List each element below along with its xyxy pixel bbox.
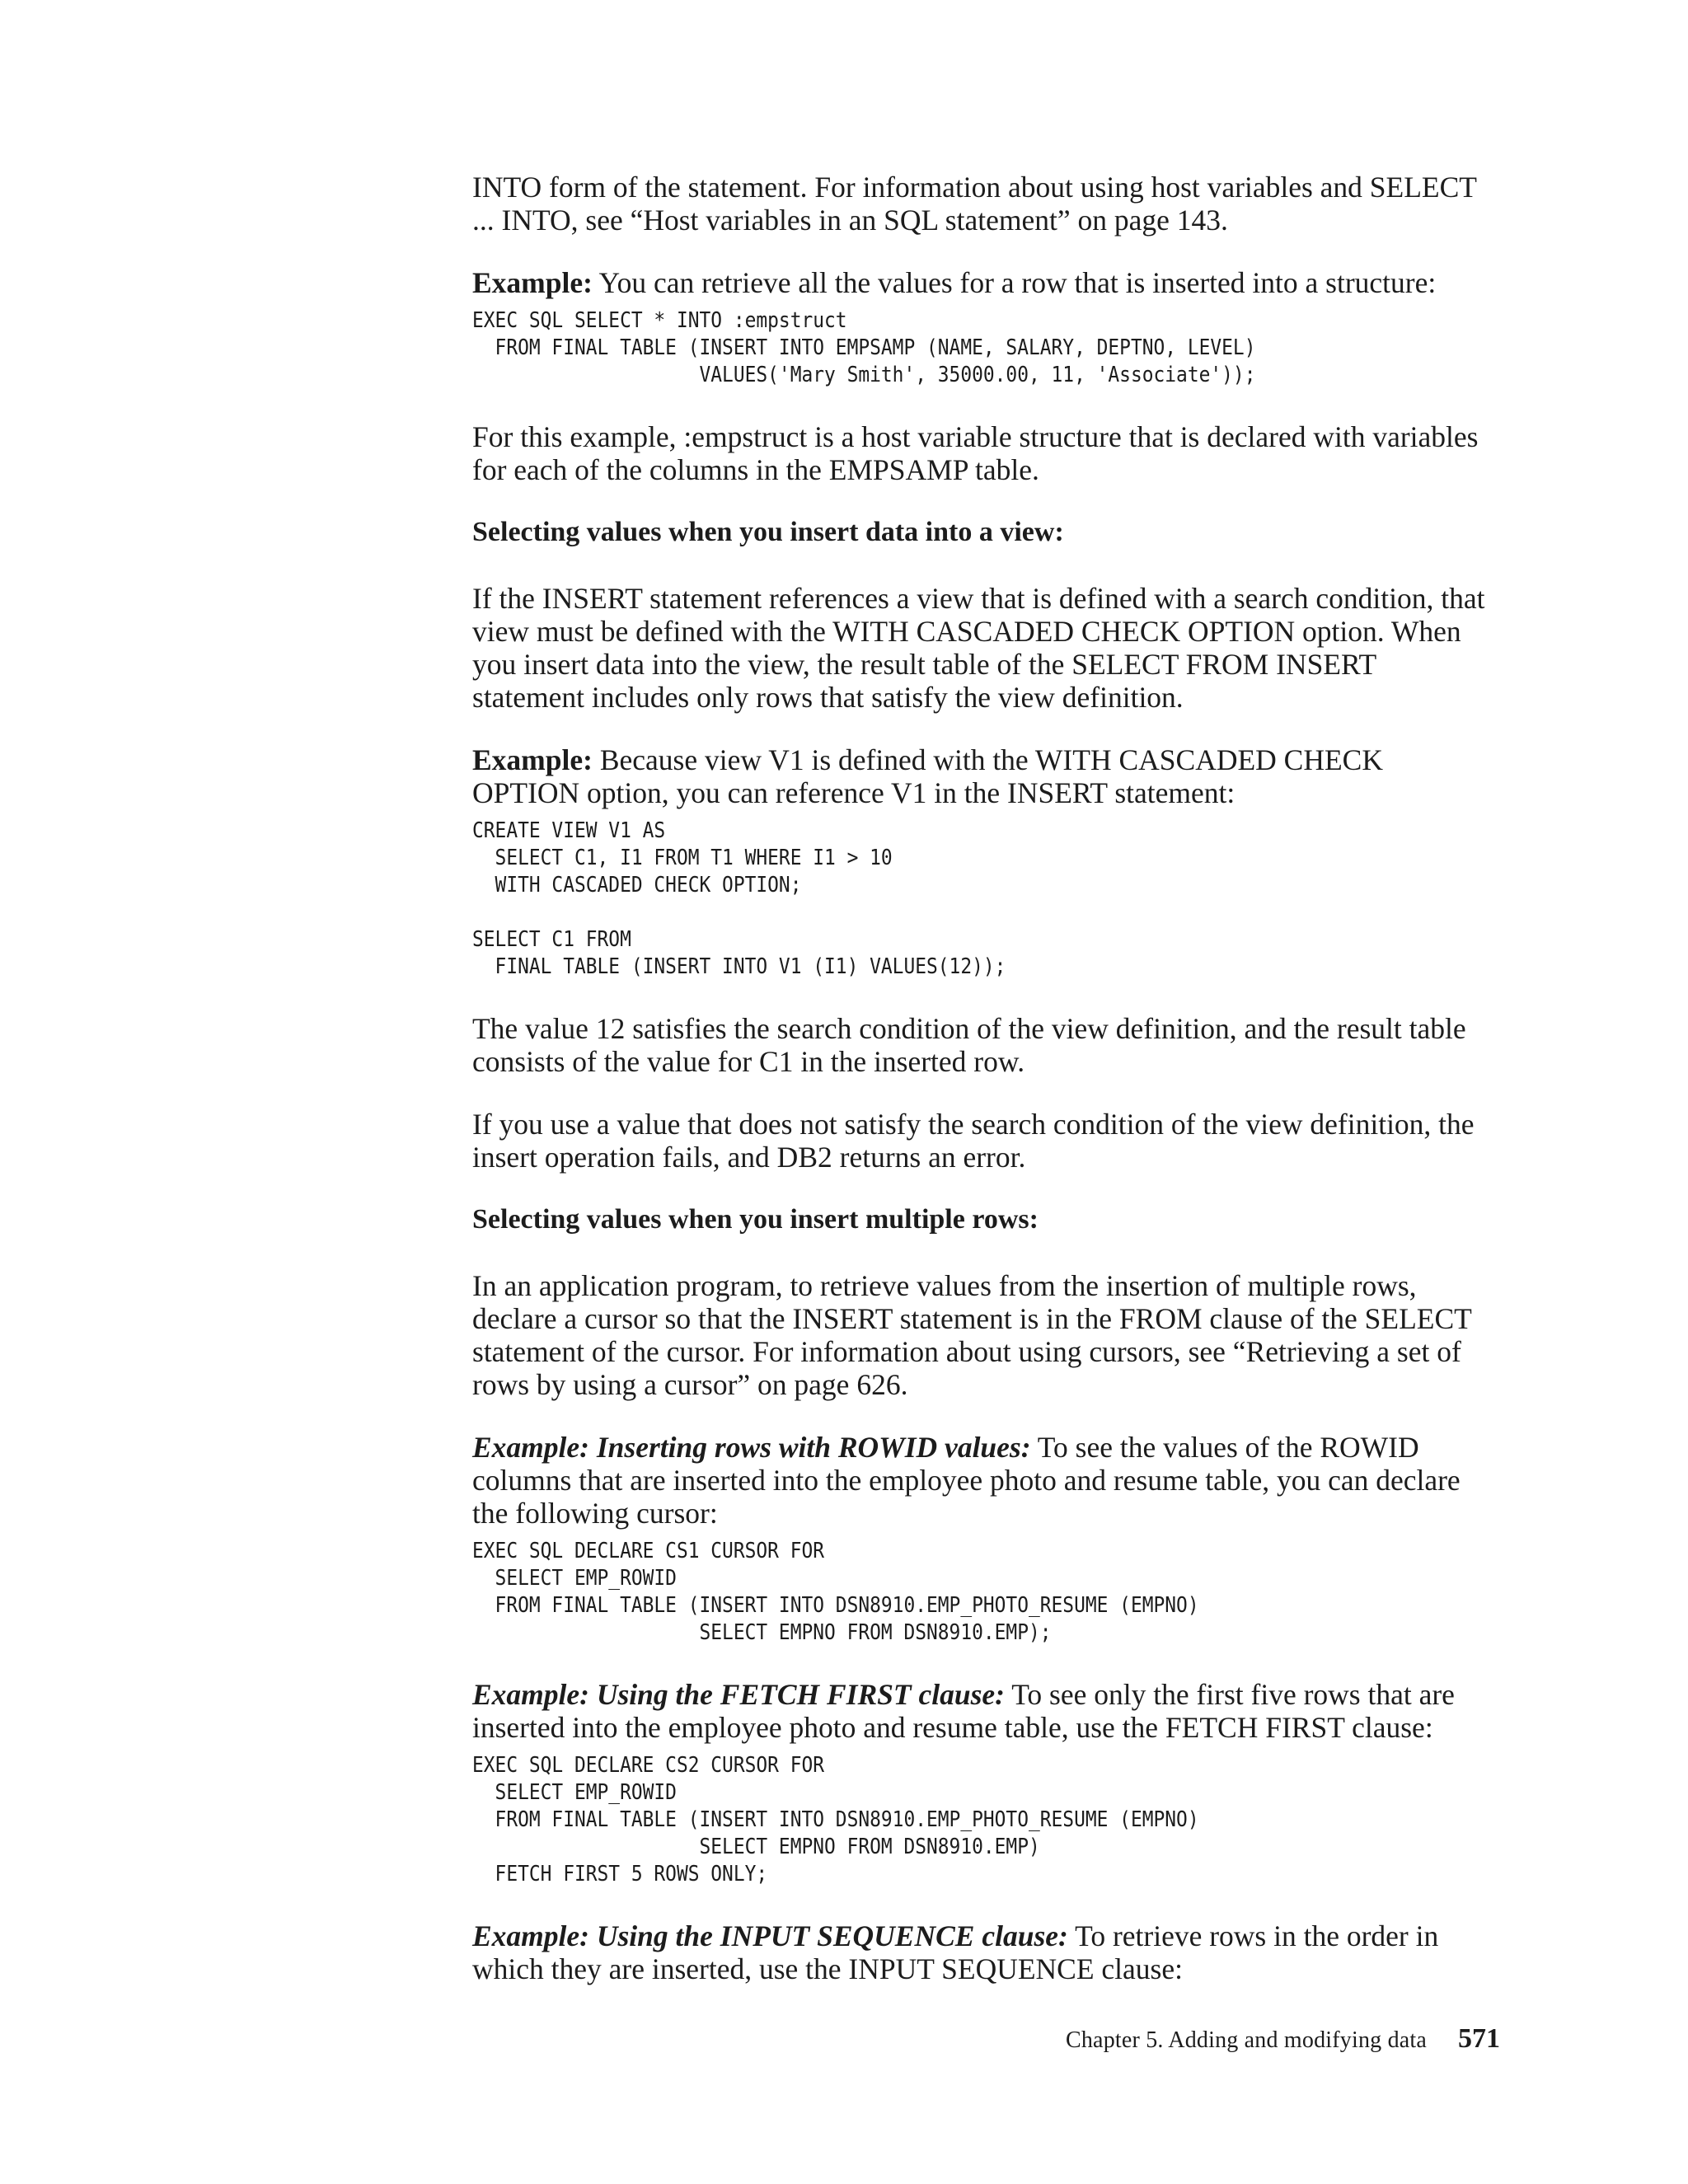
paragraph-view-condition: If the INSERT statement references a view that is defined with a search condition, that view must be defined with the WITH CASCADED CHECK OPTION option. When you insert data into the view, the result table of the SELECT FROM INSERT statement includes only rows that satisfy the view definition. — [472, 582, 1485, 714]
paragraph-example-view: Example: Because view V1 is defined with the WITH CASCADED CHECK OPTION option, you can reference V1 in the INSERT statement: — [472, 743, 1383, 809]
page-number: 571 — [1458, 2023, 1500, 2054]
example-label: Example: — [472, 266, 593, 299]
page-body — [472, 171, 1494, 1985]
paragraph-example-input-sequence: Example: Using the INPUT SEQUENCE clause: To retrieve rows in the order in which they are inserted, use the INPUT SEQUENCE clause: — [472, 1919, 1439, 1985]
example-label: Example: Inserting rows with ROWID values: — [472, 1431, 1031, 1464]
chapter-title: Chapter 5. Adding and modifying data — [1065, 2027, 1427, 2053]
code-block-cs2-cursor: EXEC SQL DECLARE CS2 CURSOR FOR SELECT EMP_ROWID FROM FINAL TABLE (INSERT INTO DSN8910.EMP_PHOTO_RESUME (EMPNO) SELECT EMPNO FROM DSN8910.EMP) FETCH FIRST 5 ROWS ONLY; — [472, 1753, 1199, 1886]
paragraph-value-satisfies: The value 12 satisfies the search condition of the view definition, and the result table consists of the value for C1 in the inserted row. — [472, 1012, 1466, 1078]
heading-insert-into-view: Selecting values when you insert data into a view: — [472, 517, 1064, 547]
paragraph-example-fetch-first: Example: Using the FETCH FIRST clause: To see only the first five rows that are inserted into the employee photo and resume table, use the FETCH FIRST clause: — [472, 1678, 1455, 1744]
code-block-cs1-cursor: EXEC SQL DECLARE CS1 CURSOR FOR SELECT EMP_ROWID FROM FINAL TABLE (INSERT INTO DSN8910.EMP_PHOTO_RESUME (EMPNO) SELECT EMPNO FROM DSN8910.EMP); — [472, 1539, 1199, 1645]
paragraph-example-rowid: Example: Inserting rows with ROWID values: To see the values of the ROWID columns that are inserted into the employee photo and resume table, you can declare the following cursor: — [472, 1431, 1461, 1530]
paragraph-example-structure: Example: You can retrieve all the values for a row that is inserted into a structure: — [472, 266, 1437, 299]
example-label: Example: Using the FETCH FIRST clause: — [472, 1678, 1005, 1711]
paragraph-host-variables: INTO form of the statement. For information about using host variables and SELECT ... INTO, see “Host variables in an SQL statement” on page 143. — [472, 171, 1477, 237]
page-footer — [1030, 2023, 1500, 2064]
paragraph-empstruct-description: For this example, :empstruct is a host variable structure that is declared with variables for each of the columns in the EMPSAMP table. — [472, 420, 1479, 486]
paragraph-cursor-intro: In an application program, to retrieve values from the insertion of multiple rows, declare a cursor so that the INSERT statement is in the FROM clause of the SELECT statement of the cursor. For information about using cursors, see “Retrieving a set of rows by using a cursor” on page 626. — [472, 1269, 1472, 1401]
example-label: Example: Using the INPUT SEQUENCE clause: — [472, 1919, 1068, 1952]
code-block-create-view: CREATE VIEW V1 AS SELECT C1, I1 FROM T1 WHERE I1 > 10 WITH CASCADED CHECK OPTION; SELECT C1 FROM FINAL TABLE (INSERT INTO V1 (I1) VALUES(12)); — [472, 818, 1006, 979]
heading-insert-multiple-rows: Selecting values when you insert multiple rows: — [472, 1204, 1039, 1235]
example-label: Example: — [472, 743, 593, 776]
paragraph-insert-fails: If you use a value that does not satisfy the search condition of the view definition, the insert operation fails, and DB2 returns an error. — [472, 1108, 1475, 1174]
code-block-empstruct: EXEC SQL SELECT * INTO :empstruct FROM FINAL TABLE (INSERT INTO EMPSAMP (NAME, SALARY, DEPTNO, LEVEL) VALUES('Mary Smith', 35000.00, 11, 'Associate')); — [472, 308, 1256, 387]
